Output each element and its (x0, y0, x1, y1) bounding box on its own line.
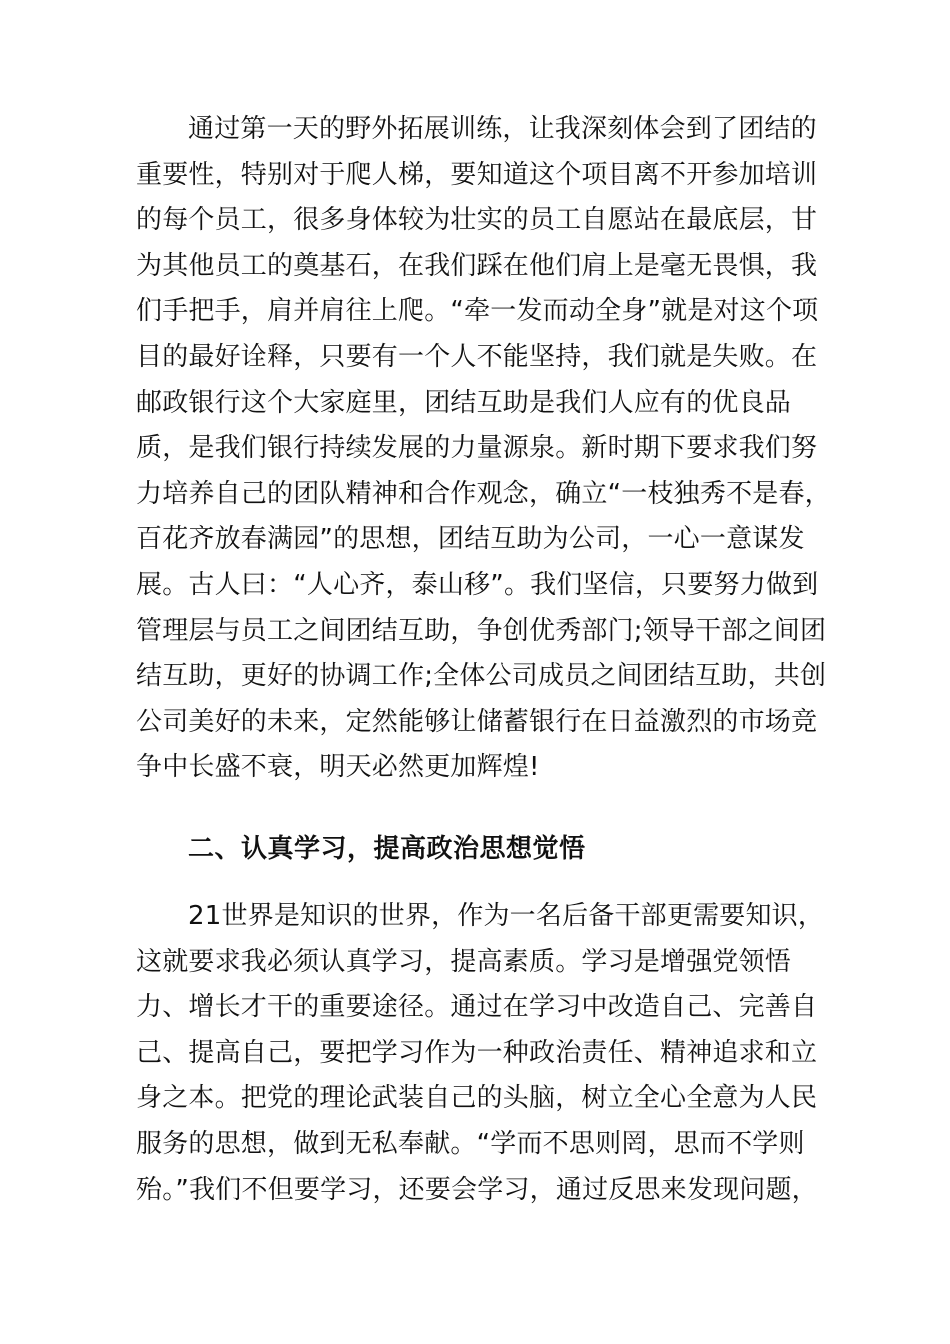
paragraph-line: 管理层与员工之间团结互助，争创优秀部门;领导干部之间团 (136, 615, 827, 646)
paragraph-line: 21世界是知识的世界，作为一名后备干部更需要知识， (188, 901, 825, 931)
paragraph-line: 通过第一天的野外拓展训练，让我深刻体会到了团结的 (188, 114, 817, 144)
section-heading: 二、认真学习，提高政治思想觉悟 (188, 834, 586, 864)
paragraph-line: 为其他员工的奠基石，在我们踩在他们肩上是毫无畏惧，我 (136, 250, 818, 281)
paragraph-line: 力培养自己的团队精神和合作观念，确立“一枝独秀不是春， (136, 478, 831, 509)
paragraph-line: 重要性，特别对于爬人梯，要知道这个项目离不开参加培训 (136, 159, 818, 190)
paragraph-line: 们手把手，肩并肩往上爬。“牵一发而动全身”就是对这个项 (136, 296, 819, 327)
paragraph-line: 公司美好的未来，定然能够让储蓄银行在日益激烈的市场竞 (136, 706, 818, 737)
paragraph-line: 己、提高自己，要把学习作为一种政治责任、精神追求和立 (136, 1037, 818, 1068)
paragraph-learning (136, 894, 825, 1213)
paragraph-teamwork (136, 107, 831, 791)
paragraph-line: 服务的思想，做到无私奉献。“学而不思则罔，思而不学则 (136, 1128, 805, 1159)
paragraph-line: 百花齐放春满园”的思想，团结互助为公司，一心一意谋发 (136, 524, 805, 555)
paragraph-line: 展。古人曰：“人心齐，泰山移”。我们坚信，只要努力做到 (136, 569, 819, 600)
paragraph-line: 力、增长才干的重要途径。通过在学习中改造自己、完善自 (136, 992, 818, 1023)
paragraph-line: 质，是我们银行持续发展的力量源泉。新时期下要求我们努 (136, 433, 818, 464)
paragraph-line: 这就要求我必须认真学习，提高素质。学习是增强党领悟 (136, 946, 792, 977)
paragraph-line: 邮政银行这个大家庭里，团结互助是我们人应有的优良品 (136, 387, 792, 418)
paragraph-line: 殆。”我们不但要学习，还要会学习，通过反思来发现问题， (136, 1174, 818, 1205)
paragraph-line: 结互助，更好的协调工作;全体公司成员之间团结互助，共创 (136, 661, 827, 692)
paragraph-line: 目的最好诠释，只要有一个人不能坚持，我们就是失败。在 (136, 341, 818, 372)
paragraph-line: 争中长盛不衰，明天必然更加辉煌! (136, 752, 540, 783)
paragraph-line: 身之本。把党的理论武装自己的头脑，树立全心全意为人民 (136, 1083, 818, 1114)
paragraph-line: 的每个员工，很多身体较为壮实的员工自愿站在最底层，甘 (136, 205, 818, 236)
